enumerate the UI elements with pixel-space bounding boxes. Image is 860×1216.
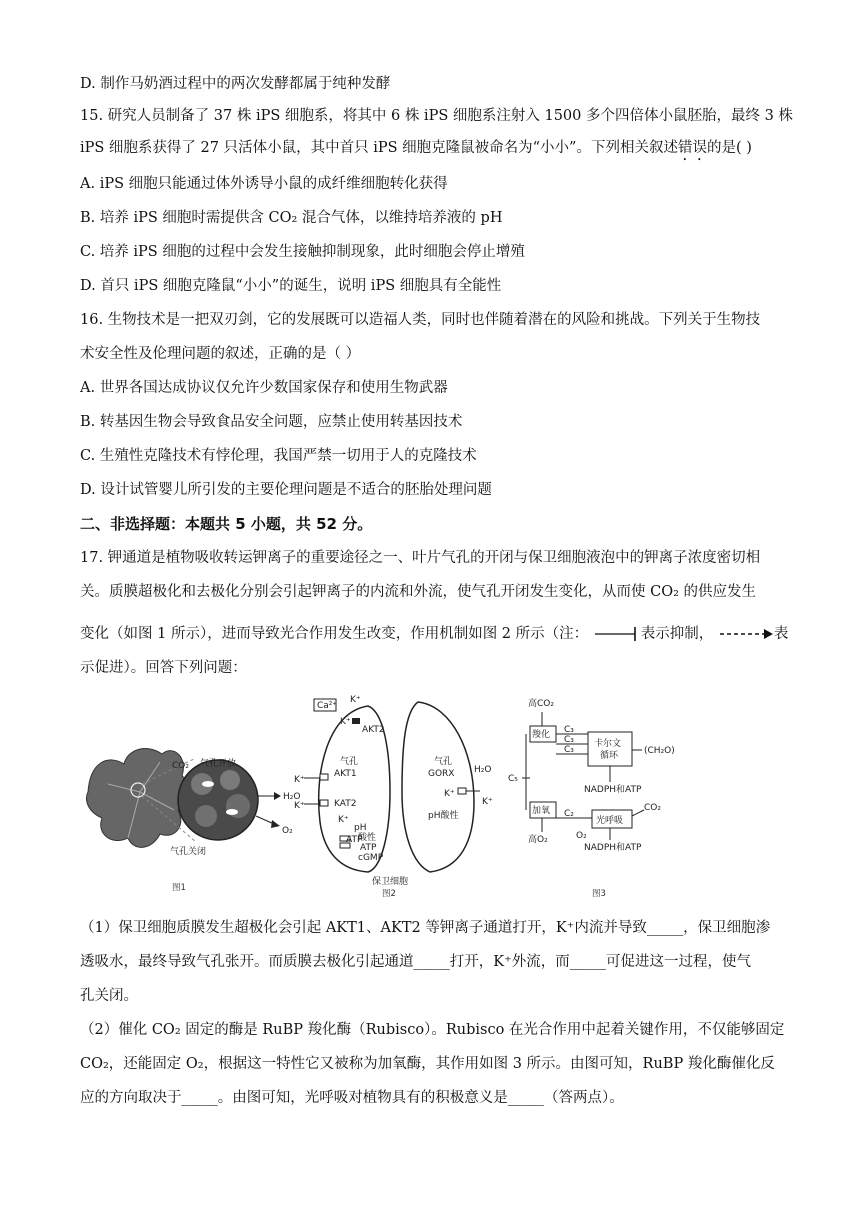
fig2-label-kat2: KAT2 — [334, 799, 357, 809]
q16-stem-line1: 16. 生物技术是一把双刃剑，它的发展既可以造福人类，同时也伴随着潜在的风险和挑战。下列关于生物技 — [80, 312, 761, 328]
promote-arrow-icon — [718, 626, 774, 642]
fig3-label-c3a: C₃ — [564, 725, 574, 735]
q16-option-d: D. 设计试管婴儿所引发的主要伦理问题是不适合的胚胎处理问题 — [80, 482, 492, 498]
fig2-guard-cell-right — [402, 702, 474, 872]
q17-sub1-line2: 透吸水，最终导致气孔张开。而质膜去极化引起通道_____打开，K⁺外流，而_____可促进这一过程，使气 — [80, 954, 751, 970]
fig3-label-c3b: C₃ — [564, 735, 574, 745]
q17-stem-line4: 示促进）。回答下列问题： — [80, 660, 247, 676]
fig3-caption: 图3 — [592, 889, 606, 899]
section-heading: 二、非选择题：本题共 5 小题，共 52 分。 — [80, 515, 373, 533]
fig3-label-high-o2: 高O₂ — [528, 835, 548, 845]
fig2-label-k7: K⁺ — [482, 797, 493, 807]
fig3-label-c5: C₅ — [508, 774, 518, 784]
fig3-label-ch2o: (CH₂O) — [644, 746, 675, 756]
fig2-label-akt2: AKT2 — [362, 725, 385, 735]
q15-stem-text: iPS 细胞系获得了 27 只活体小鼠，其中首只 iPS 细胞克隆鼠被命名为“小小”。下列相关叙述 — [80, 140, 678, 156]
q17-stem-line2: 关。质膜超极化和去极化分别会引起钾离子的内流和外流，使气孔开闭发生变化，从而使 CO₂ 的供应发生 — [80, 584, 757, 600]
fig3-label-calvin2: 循环 — [600, 751, 619, 761]
fig3-label-o2: O₂ — [576, 831, 587, 841]
fig2-label-atp2: ATP — [360, 843, 377, 853]
fig2-label-cgmp: cGMP — [358, 853, 384, 863]
q16-stem-line2: 术安全性及伦理问题的叙述，正确的是（ ） — [80, 346, 361, 362]
fig2-label-stoma2: 气孔 — [434, 757, 453, 767]
q15-option-c: C. 培养 iPS 细胞的过程中会发生接触抑制现象，此时细胞会停止增殖 — [80, 244, 525, 260]
fig2-label-gorx: GORX — [428, 769, 455, 779]
inhibit-arrow-icon — [593, 626, 641, 642]
q15-answer-bracket: 的是( ) — [706, 140, 752, 156]
fig3-label-nadph1: NADPH和ATP — [584, 785, 642, 795]
fig3-label-c3c: C₃ — [564, 745, 574, 755]
fig2-label-ph: pH — [354, 823, 367, 833]
fig2-label-k4: K⁺ — [294, 801, 305, 811]
fig2-label-k2: K⁺ — [340, 717, 351, 727]
fig3-label-carboxylation: 羧化 — [532, 730, 551, 740]
q17-stem-line3 — [80, 624, 789, 644]
q17-figures — [78, 692, 718, 902]
fig1-label-closed: 气孔关闭 — [170, 847, 207, 857]
figure2 — [304, 699, 480, 872]
q17-stem-line1: 17. 钾通道是植物吸收转运钾离子的重要途径之一、叶片气孔的开闭与保卫细胞液泡中的钾离子浓度密切相 — [80, 550, 761, 566]
fig3-label-high-co2: 高CO₂ — [528, 699, 554, 709]
fig1-label-o2: O₂ — [282, 826, 293, 836]
q16-option-a: A. 世界各国达成协议仅允许少数国家保存和使用生物武器 — [80, 380, 448, 396]
fig2-label-atp1: ATP — [346, 835, 363, 845]
fig1-label-open: 气孔开放 — [200, 759, 237, 769]
q17-sub2-line3: 应的方向取决于_____。由图可知，光呼吸对植物具有的积极意义是_____（答两点）。 — [80, 1090, 624, 1106]
q14-option-d: D. 制作马奶酒过程中的两次发酵都属于纯种发酵 — [80, 76, 391, 92]
fig2-label-akt1: AKT1 — [334, 769, 357, 779]
fig2-label-k6: K⁺ — [444, 789, 455, 799]
q17-sub2-line2: CO₂，还能固定 O₂，根据这一特性它又被称为加氧酶，其作用如图 3 所示。由图可知，RuBP 羧化酶催化反 — [80, 1056, 775, 1072]
q17-inhibit-legend: 表示抑制， — [640, 626, 714, 642]
fig3-label-photorespiration: 光呼吸 — [596, 816, 624, 826]
fig2-label-k1: K⁺ — [350, 695, 361, 705]
fig2-label-ca: Ca²⁺ — [317, 701, 338, 711]
q15-emphasis-word: 错误 — [677, 140, 707, 156]
fig2-label-acid: 酸性 — [358, 833, 377, 843]
fig2-label-k3: K⁺ — [294, 775, 305, 785]
fig1-label-co2: CO₂ — [172, 761, 189, 771]
q15-option-d: D. 首只 iPS 细胞克隆鼠“小小”的诞生，说明 iPS 细胞具有全能性 — [80, 278, 502, 294]
q16-option-b: B. 转基因生物会导致食品安全问题，应禁止使用转基因技术 — [80, 414, 463, 430]
figure-group-svg — [78, 692, 718, 902]
q17-stem-text-end: 表 — [773, 626, 789, 642]
fig2-label-h2o: H₂O — [474, 765, 492, 775]
fig2-label-ph-acid: pH酸性 — [428, 811, 459, 821]
fig3-label-oxygenation: 加氧 — [532, 806, 551, 816]
fig3-label-c2: C₂ — [564, 809, 574, 819]
fig3-label-calvin1: 卡尔文 — [594, 739, 622, 749]
fig1-caption: 图1 — [172, 883, 186, 893]
fig3-label-co2-out: CO₂ — [644, 803, 661, 813]
q17-stem-text: 变化（如图 1 所示），进而导致光合作用发生改变，作用机制如图 2 所示（注： — [80, 626, 589, 642]
fig2-label-stoma: 气孔 — [340, 757, 359, 767]
fig2-caption: 图2 — [382, 889, 396, 899]
q15-option-b: B. 培养 iPS 细胞时需提供含 CO₂ 混合气体，以维持培养液的 pH — [80, 210, 503, 226]
fig1-label-h2o: H₂O — [283, 792, 301, 802]
q15-stem-line2 — [80, 138, 785, 164]
q15-option-a: A. iPS 细胞只能通过体外诱导小鼠的成纤维细胞转化获得 — [80, 176, 448, 192]
fig2-label-k5: K⁺ — [338, 815, 349, 825]
q15-stem-line1: 15. 研究人员制备了 37 株 iPS 细胞系，将其中 6 株 iPS 细胞系注射入 1500 多个四倍体小鼠胚胎，最终 3 株 — [80, 108, 793, 124]
q17-sub1-line3: 孔关闭。 — [80, 988, 138, 1004]
q17-sub2-line1: （2）催化 CO₂ 固定的酶是 RuBP 羧化酶（Rubisco）。Rubisco 在光合作用中起着关键作用，不仅能够固定 — [80, 1022, 785, 1038]
q16-option-c: C. 生殖性克隆技术有悖伦理，我国严禁一切用于人的克隆技术 — [80, 448, 477, 464]
fig3-label-nadph2: NADPH和ATP — [584, 843, 642, 853]
fig2-label-guard-cell: 保卫细胞 — [372, 877, 409, 887]
q17-sub1-line1: （1）保卫细胞质膜发生超极化会引起 AKT1、AKT2 等钾离子通道打开，K⁺内流并导致_____，保卫细胞渗 — [80, 920, 771, 936]
